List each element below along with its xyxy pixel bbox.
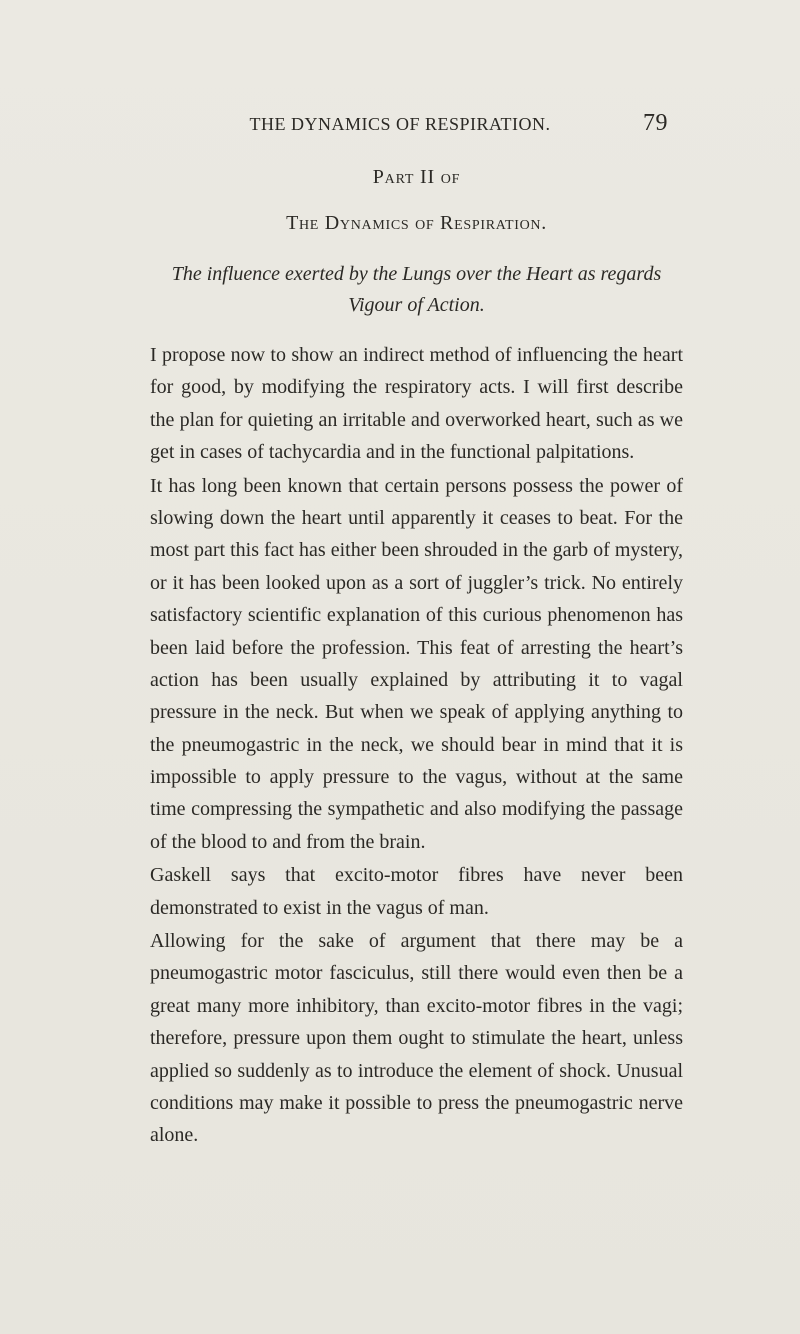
page-number: 79 bbox=[643, 110, 668, 136]
page-content bbox=[150, 165, 683, 1152]
section-heading: The Dynamics of Respiration. bbox=[286, 212, 547, 234]
running-head bbox=[0, 110, 800, 140]
paragraph: I propose now to show an indirect method of influencing the heart for good, by modifying the respiratory acts. I will first describe the plan for quieting an irritable and overworked heart, such as we get in cases of tachycardia and in the functional palpitations. bbox=[150, 344, 683, 464]
paragraph: It has long been known that certain persons possess the power of slowing down the heart until apparently it ceases to beat. For the most part this fact has either been shrouded in the garb of mystery, or it has been looked upon as a sort of juggler’s trick. No entirely satisfactory scientific explanation of this curious phenomenon has been laid before the profession. This feat of arresting the heart’s action has been usually explained by attributing it to vagal pressure in the neck. But when we speak of applying anything to the pneumogastric in the neck, we should bear in mind that it is impossible to apply pressure to the vagus, without at the same time compressing the sympathetic and also modifying the passage of the blood to and from the brain. bbox=[150, 474, 683, 853]
running-title: THE DYNAMICS OF RESPIRATION. bbox=[249, 114, 551, 134]
part-heading: Part II of bbox=[372, 166, 461, 188]
section-subtitle: The influence exerted by the Lungs over the Heart as regards Vigour of Action. bbox=[171, 263, 662, 316]
paragraph: Allowing for the sake of argument that there may be a pneumogastric motor fasciculus, still there would even then be a great many more inhibitory, than excito-motor fibres in the vagi; therefore, pressure upon them ought to stimulate the heart, unless applied so suddenly as to introduce the element of shock. Unusual conditions may make it possible to press the pneumogastric nerve alone. bbox=[150, 930, 683, 1147]
paragraph: Gaskell says that excito-motor fibres have never been demonstrated to exist in the vagus of man. bbox=[150, 864, 683, 919]
